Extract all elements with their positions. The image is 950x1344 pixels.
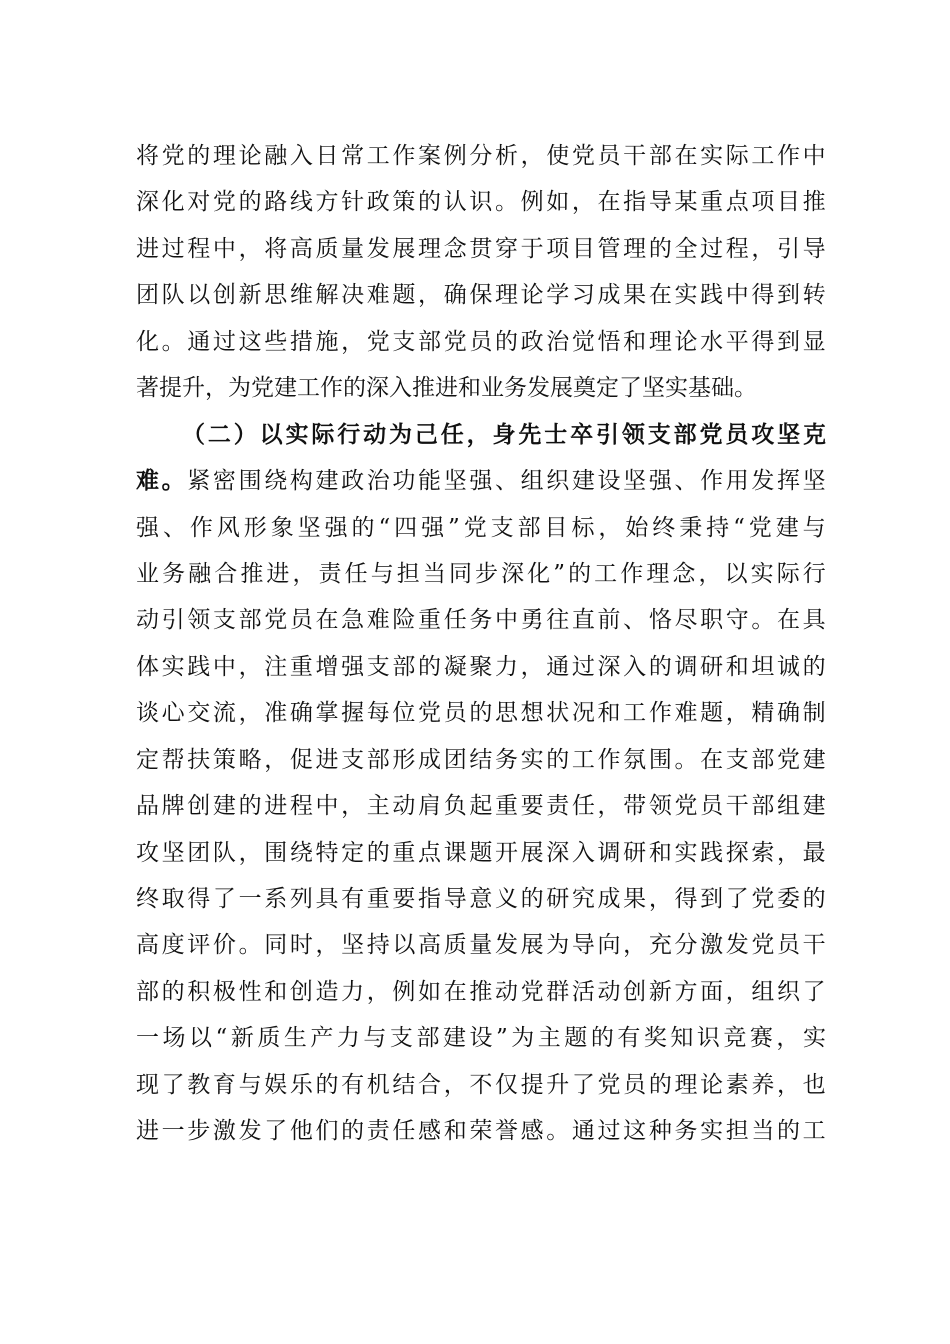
text-line: 高 度 评 价 。 同 时 ， 坚 持 以 高 质 量 发 展 为 导 向 ， 充 分 激 发 党 员 干 — [136, 932, 826, 959]
text-line: 化 。 通 过 这 些 措 施 ， 党 支 部 党 员 的 政 治 觉 悟 和 理 论 水 平 得 到 显 — [136, 328, 826, 355]
text-line: 攻 坚 团 队 ， 围 绕 特 定 的 重 点 课 题 开 展 深 入 调 研 和 实 践 探 索 ， 最 — [136, 839, 826, 866]
text-line: 深 化 对 党 的 路 线 方 针 政 策 的 认 识 。 例 如 ， 在 指 导 某 重 点 项 目 推 — [136, 189, 826, 216]
body-text — [136, 133, 826, 1155]
text-line: 强 、 作 风 形 象 坚 强 的 “ 四 强 ” 党 支 部 目 标 ， 始 终 秉 持 “ 党 建 与 — [136, 514, 826, 541]
text-line: 定 帮 扶 策 略 ， 促 进 支 部 形 成 团 结 务 实 的 工 作 氛 围 。 在 支 部 党 建 — [136, 746, 826, 773]
text-line: 部 的 积 极 性 和 创 造 力 ， 例 如 在 推 动 党 群 活 动 创 新 方 面 ， 组 织 了 — [136, 978, 826, 1005]
text-line: 进 过 程 中 ， 将 高 质 量 发 展 理 念 贯 穿 于 项 目 管 理 的 全 过 程 ， 引 导 — [136, 235, 826, 262]
text-line: 一 场 以 “ 新 质 生 产 力 与 支 部 建 设 ” 为 主 题 的 有 奖 知 识 竞 赛 ， 实 — [136, 1025, 826, 1052]
text-line: 将 党 的 理 论 融 入 日 常 工 作 案 例 分 析 ， 使 党 员 干 部 在 实 际 工 作 中 — [136, 143, 826, 169]
text-line: （ 二 ） 以 实 际 行 动 为 己 任 ， 身 先 士 卒 引 领 支 部 党 员 攻 坚 克 — [182, 420, 826, 448]
text-line: 著 提 升 ， 为 党 建 工 作 的 深 入 推 进 和 业 务 发 展 奠 定 了 坚 实 基 础 。 — [136, 375, 757, 402]
text-line: 现 了 教 育 与 娱 乐 的 有 机 结 合 ， 不 仅 提 升 了 党 员 的 理 论 素 养 ， 也 — [136, 1071, 826, 1098]
text-line: 进 一 步 激 发 了 他 们 的 责 任 感 和 荣 誉 感 。 通 过 这 种 务 实 担 当 的 工 — [136, 1118, 826, 1145]
text-line: 品 牌 创 建 的 进 程 中 ， 主 动 肩 负 起 重 要 责 任 ， 带 领 党 员 干 部 组 建 — [136, 793, 826, 820]
text-line: 难 。 紧 密 围 绕 构 建 政 治 功 能 坚 强 、 组 织 建 设 坚 强 、 作 用 发 挥 坚 — [136, 467, 826, 495]
text-line: 团 队 以 创 新 思 维 解 决 难 题 ， 确 保 理 论 学 习 成 果 在 实 践 中 得 到 转 — [136, 282, 826, 309]
text-line: 业 务 融 合 推 进 ， 责 任 与 担 当 同 步 深 化 ” 的 工 作 理 念 ， 以 实 际 行 — [136, 560, 826, 587]
text-line: 谈 心 交 流 ， 准 确 掌 握 每 位 党 员 的 思 想 状 况 和 工 作 难 题 ， 精 确 制 — [136, 700, 826, 727]
text-line: 终 取 得 了 一 系 列 具 有 重 要 指 导 意 义 的 研 究 成 果 ， 得 到 了 党 委 的 — [136, 886, 826, 912]
text-line: 体 实 践 中 ， 注 重 增 强 支 部 的 凝 聚 力 ， 通 过 深 入 的 调 研 和 坦 诚 的 — [136, 653, 826, 680]
text-line: 动 引 领 支 部 党 员 在 急 难 险 重 任 务 中 勇 往 直 前 、 恪 尽 职 守 。 在 具 — [136, 607, 826, 634]
